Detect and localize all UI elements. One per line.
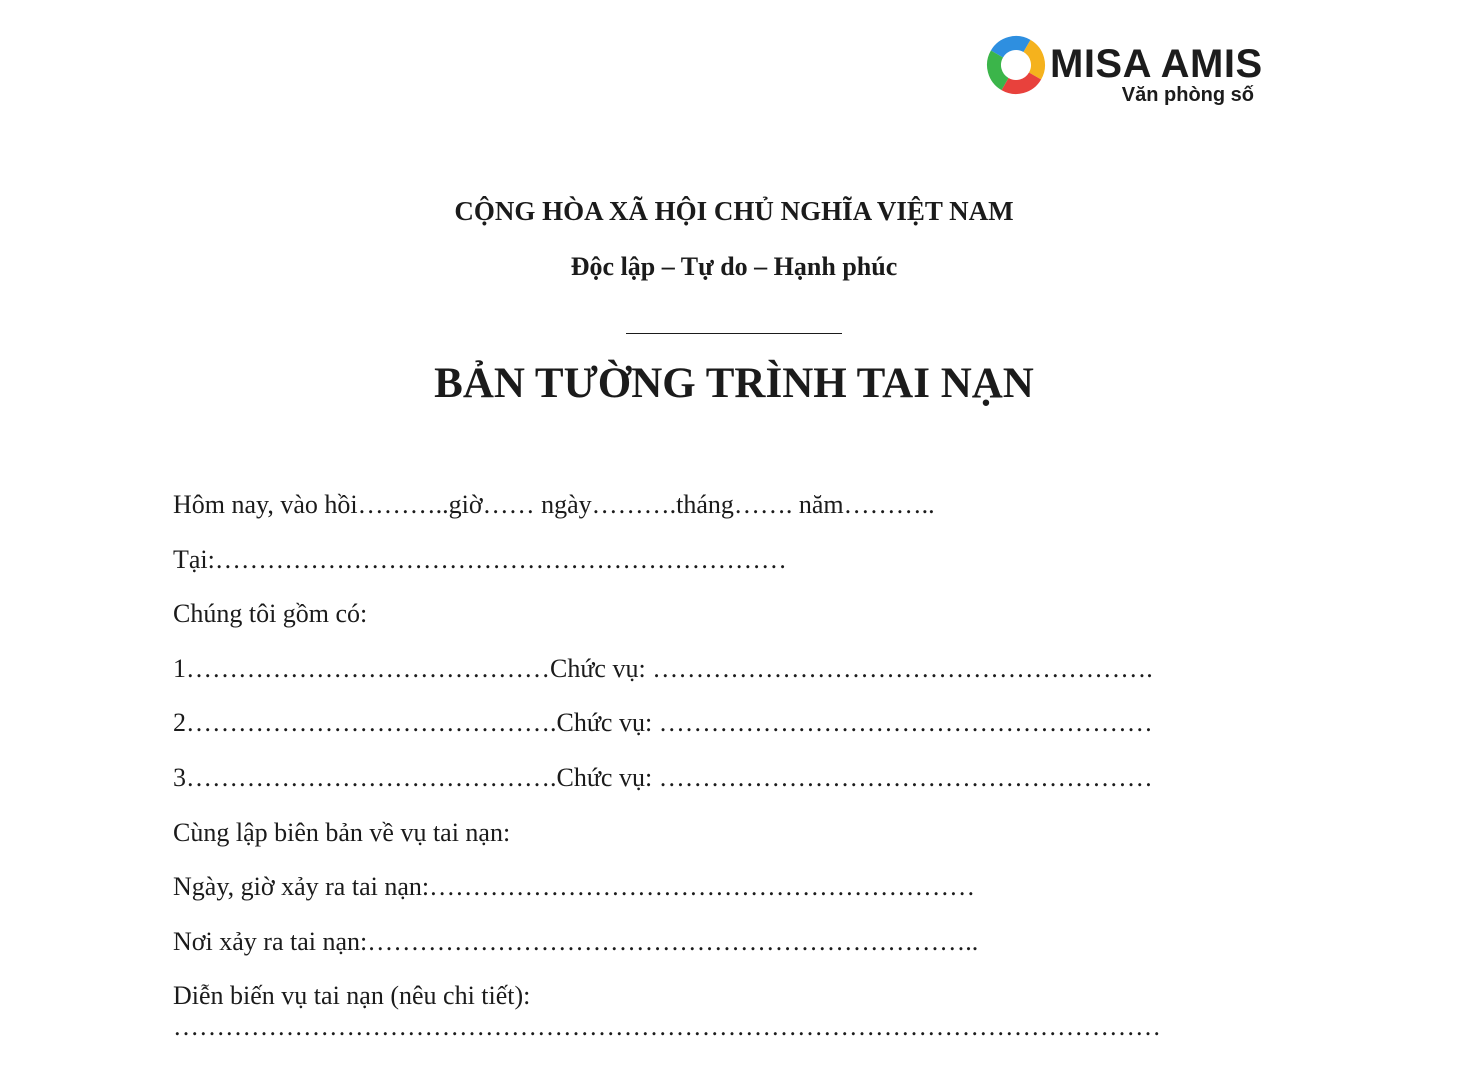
accident-place-line: Nơi xảy ra tai nạn:…………………………………………………………….. bbox=[173, 926, 979, 956]
document-title: BẢN TƯỜNG TRÌNH TAI NẠN bbox=[434, 360, 1034, 407]
report-purpose-line: Cùng lập biên bản về vụ tai nạn: bbox=[173, 817, 511, 847]
document-body bbox=[173, 478, 1443, 1024]
accident-details-heading: Diễn biến vụ tai nạn (nêu chi tiết): bbox=[173, 981, 531, 1011]
participants-heading: Chúng tôi gồm có: bbox=[173, 599, 368, 629]
participant-line-1: 1……………………………………Chức vụ: …………………………………………………. bbox=[173, 653, 1153, 683]
header-separator-line bbox=[626, 333, 842, 334]
location-line: Tại:………………………………………………………… bbox=[173, 544, 787, 574]
accident-details-fill-line: …………………………………………………………………………………………………… bbox=[173, 1012, 1161, 1041]
logo-tagline: Văn phòng số bbox=[1121, 84, 1254, 106]
accident-datetime-line: Ngày, giờ xảy ra tai nạn:……………………………………………………… bbox=[173, 872, 976, 902]
participant-line-2: 2…………………………………….Chức vụ: ………………………………………………… bbox=[173, 708, 1153, 738]
logo-brand-name: MISA AMIS bbox=[1050, 42, 1263, 86]
misa-amis-logo bbox=[986, 33, 1266, 113]
participant-line-3: 3…………………………………….Chức vụ: ………………………………………………… bbox=[173, 762, 1153, 792]
national-name-heading: CỘNG HÒA XÃ HỘI CHỦ NGHĨA VIỆT NAM bbox=[454, 196, 1014, 226]
national-motto: Độc lập – Tự do – Hạnh phúc bbox=[570, 252, 898, 281]
time-date-line: Hôm nay, vào hồi………..giờ…… ngày……….tháng……. năm……….. bbox=[173, 490, 935, 519]
misa-amis-logo-icon bbox=[986, 35, 1046, 95]
